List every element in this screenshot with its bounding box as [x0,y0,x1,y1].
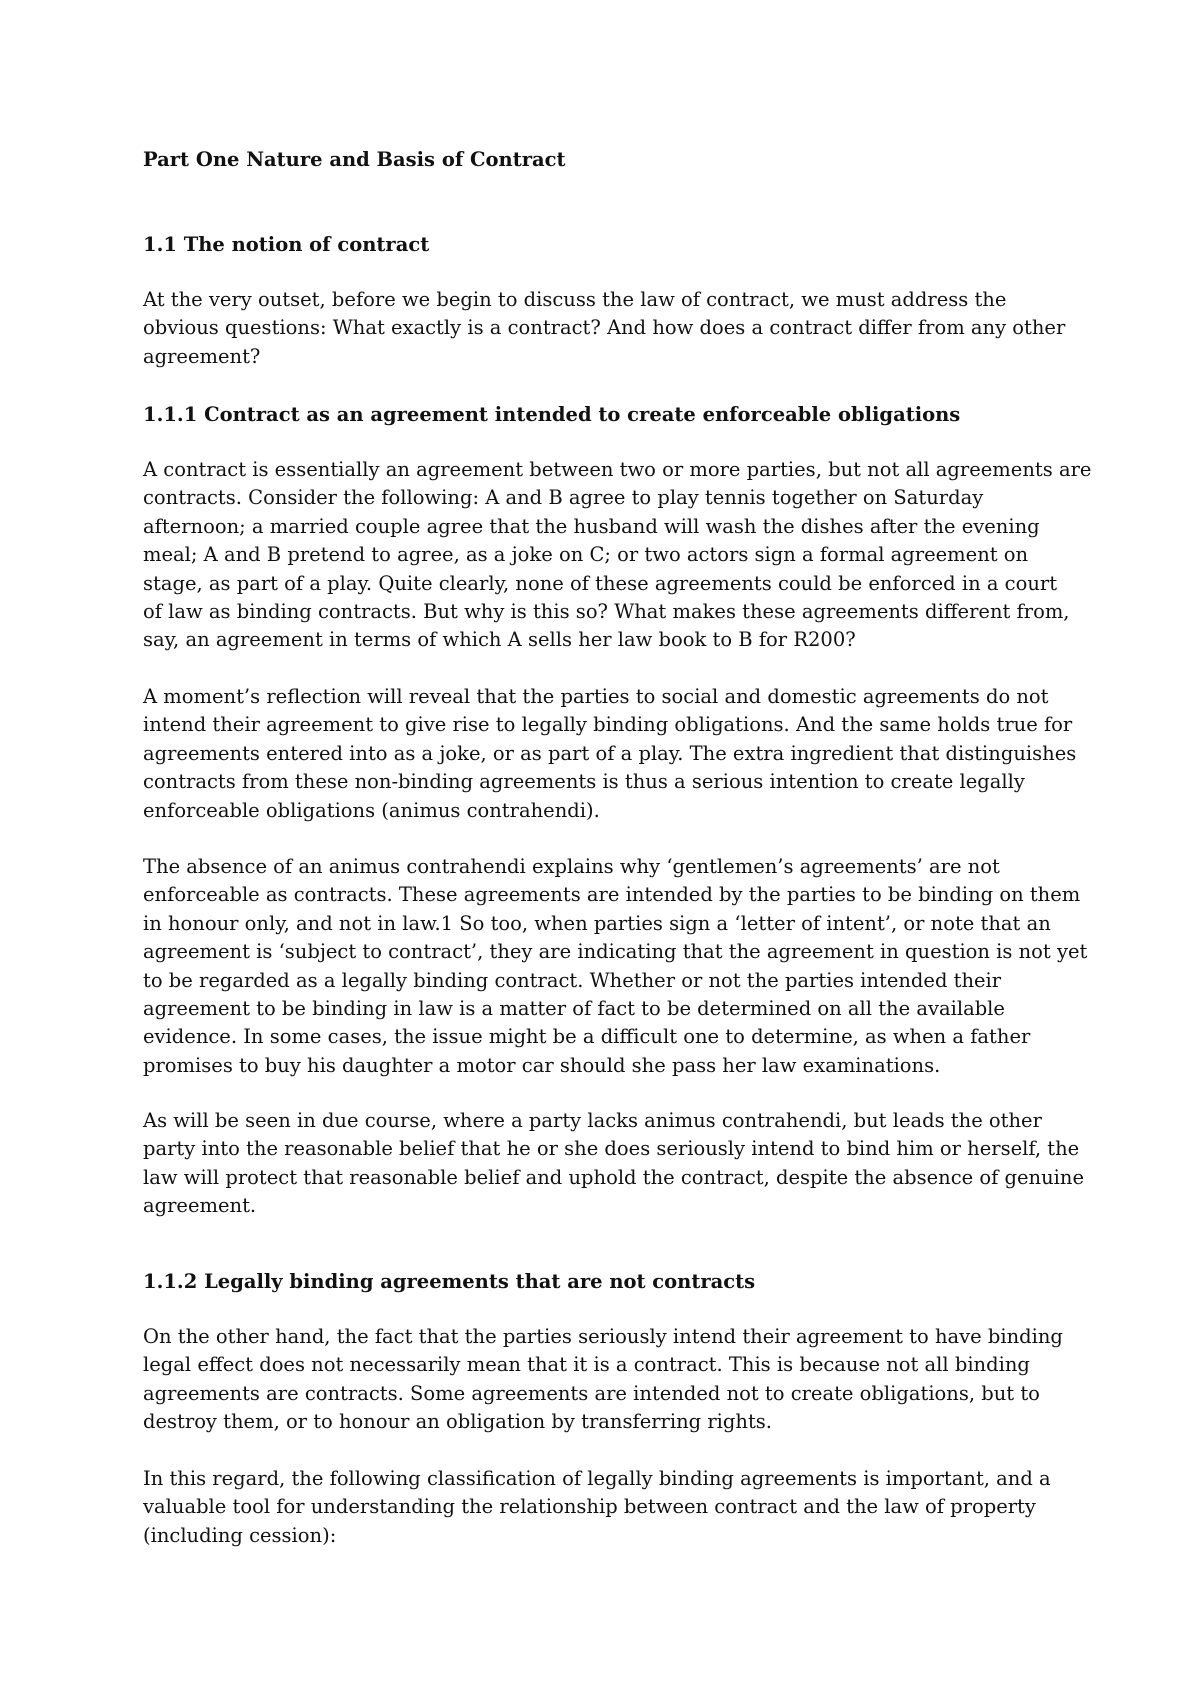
paragraph-1-1-2-b [143,1465,1051,1550]
text-line: evidence. In some cases, the issue might be a difficult one to determine, as when a father [143,1025,1031,1049]
text-line: agreement to be binding in law is a matter of fact to be determined on all the available [143,997,1005,1021]
paragraph-1-1-1-a [143,456,1091,655]
text-line: promises to buy his daughter a motor car should she pass her law examinations. [143,1053,941,1077]
text-line: In this regard, the following classification of legally binding agreements is important, and a [143,1467,1051,1490]
text-line: law will protect that reasonable belief and uphold the contract, despite the absence of genuine [143,1165,1084,1189]
text-line: As will be seen in due course, where a party lacks animus contrahendi, but leads the other [143,1109,1042,1132]
text-line: A contract is essentially an agreement between two or more parties, but not all agreements are [143,458,1092,481]
text-line: destroy them, or to honour an obligation by transferring rights. [143,1410,772,1434]
text-line: agreement. [143,1194,257,1218]
text-line: stage, as part of a play. Quite clearly, none of these agreements could be enforced in a court [143,571,1058,595]
paragraph-1-1-1-b [143,683,1076,825]
section-heading-1-1-1: 1.1.1 Contract as an agreement intended to create enforceable obligations [143,403,961,426]
paragraph-1-1-1-c [143,853,1087,1080]
text-line: meal; A and B pretend to agree, as a joke on C; or two actors sign a formal agreement on [143,543,1029,567]
text-line: obvious questions: What exactly is a contract? And how does a contract differ from any other [143,316,1066,340]
text-line: The absence of an animus contrahendi explains why ‘gentlemen’s agreements’ are not [143,855,1000,878]
section-heading-1-1: 1.1 The notion of contract [143,233,430,256]
text-line: contracts from these non-binding agreements is thus a serious intention to create legally [143,770,1025,794]
text-line: agreements entered into as a joke, or as part of a play. The extra ingredient that distinguishes [143,741,1077,765]
text-line: A moment’s reflection will reveal that the parties to social and domestic agreements do not [143,685,1049,708]
paragraph-1-1-2-a [143,1323,1063,1437]
text-line: of law as binding contracts. But why is this so? What makes these agreements different from, [143,600,1070,624]
text-line: legal effect does not necessarily mean that it is a contract. This is because not all binding [143,1353,1030,1377]
text-line: At the very outset, before we begin to discuss the law of contract, we must address the [143,288,1007,311]
text-line: agreement? [143,344,261,368]
text-line: afternoon; a married couple agree that the husband will wash the dishes after the evening [143,514,1040,538]
text-line: intend their agreement to give rise to legally binding obligations. And the same holds true for [143,713,1073,737]
text-line: (including cession): [143,1523,337,1547]
text-line: agreement is ‘subject to contract’, they are indicating that the agreement in question is not yet [143,940,1088,964]
text-line: say, an agreement in terms of which A sells her law book to B for R200? [143,628,856,652]
text-line: On the other hand, the fact that the parties seriously intend their agreement to have binding [143,1325,1063,1348]
text-line: in honour only, and not in law.1 So too, when parties sign a ‘letter of intent’, or note that an [143,911,1051,935]
paragraph-intro [143,286,1065,371]
text-line: agreements are contracts. Some agreements are intended not to create obligations, but to [143,1381,1040,1405]
text-line: to be regarded as a legally binding contract. Whether or not the parties intended their [143,968,1002,992]
text-line: contracts. Consider the following: A and B agree to play tennis together on Saturday [143,486,984,510]
paragraph-1-1-1-d [143,1107,1084,1221]
document-title: Part One Nature and Basis of Contract [143,148,566,171]
text-line: enforceable obligations (animus contrahendi). [143,798,600,822]
section-heading-1-1-2: 1.1.2 Legally binding agreements that are not contracts [143,1270,756,1293]
text-line: party into the reasonable belief that he or she does seriously intend to bind him or herself, the [143,1137,1080,1161]
text-line: enforceable as contracts. These agreements are intended by the parties to be binding on them [143,883,1081,907]
text-line: valuable tool for understanding the relationship between contract and the law of property [143,1495,1036,1519]
